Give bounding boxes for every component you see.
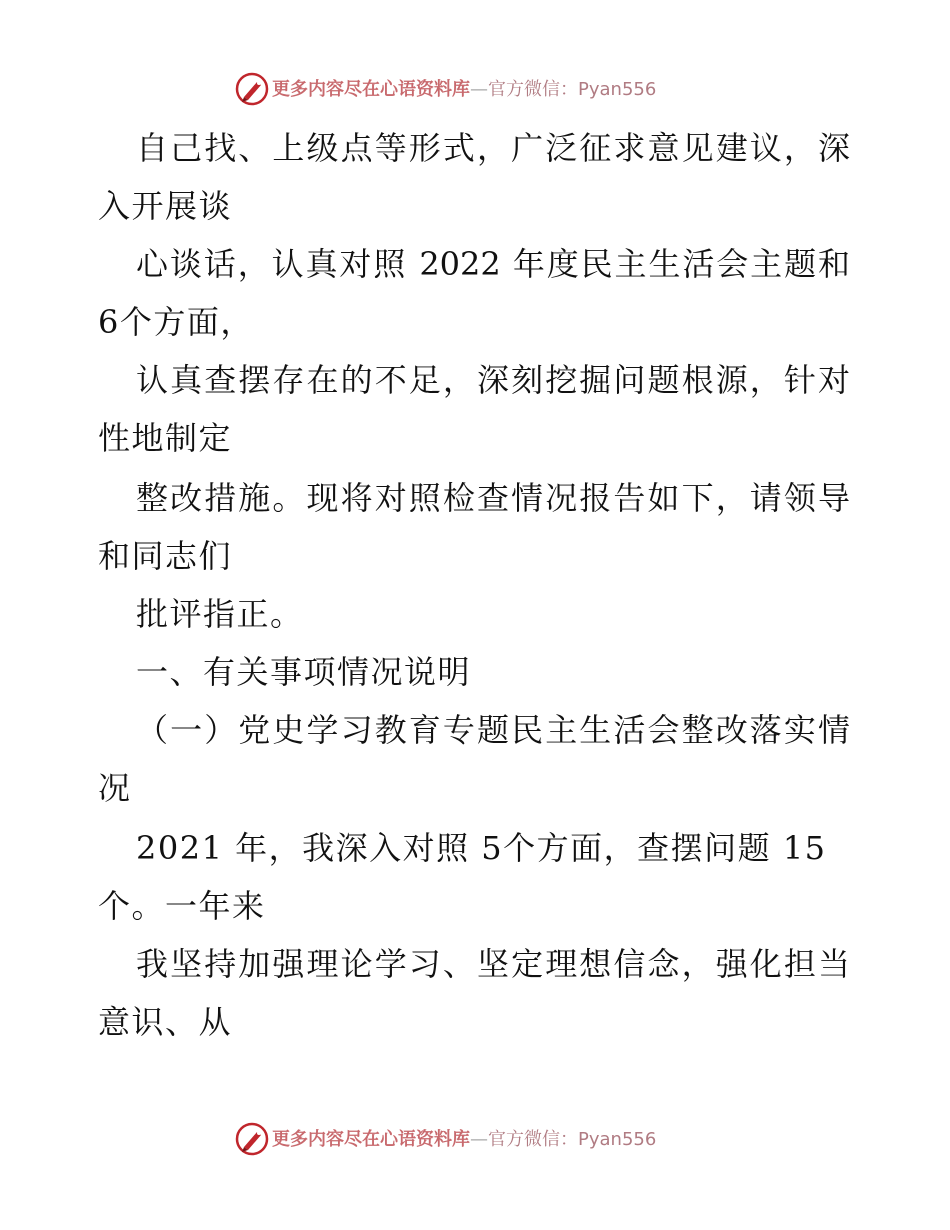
- pen-logo-icon: [235, 1122, 269, 1156]
- body-line: 和同志们: [98, 537, 233, 575]
- pen-logo-icon: [235, 72, 269, 106]
- body-line: 性地制定: [98, 419, 233, 457]
- watermark-dash: —: [470, 79, 488, 100]
- body-line: 心谈话，认真对照 2022 年度民主生活会主题和: [136, 245, 850, 283]
- watermark-contact: 官方微信：Pyan556: [488, 1129, 657, 1150]
- watermark-text: [272, 78, 656, 102]
- body-line: 认真查摆存在的不足，深刻挖掘问题根源，针对: [136, 361, 850, 399]
- body-line: 自己找、上级点等形式，广泛征求意见建议，深: [136, 129, 850, 167]
- body-line: 2021 年，我深入对照 5个方面，查摆问题 15: [136, 829, 827, 867]
- body-line: 况: [98, 769, 132, 807]
- body-line: 整改措施。现将对照检查情况报告如下，请领导: [136, 479, 850, 517]
- body-line: 个。一年来: [98, 887, 266, 925]
- section-heading: 一、有关事项情况说明: [136, 653, 472, 691]
- watermark-main: 更多内容尽在心语资料库: [272, 79, 470, 100]
- header-watermark: [0, 70, 950, 114]
- subsection-heading: （一）党史学习教育专题民主生活会整改落实情: [136, 711, 850, 749]
- watermark-text: [272, 1128, 656, 1152]
- watermark-contact: 官方微信：Pyan556: [488, 79, 657, 100]
- body-line: 入开展谈: [98, 187, 233, 225]
- footer-watermark: [0, 1120, 950, 1164]
- body-line: 意识、从: [98, 1003, 233, 1041]
- body-line: 6个方面，: [98, 303, 254, 341]
- watermark-dash: —: [470, 1129, 488, 1150]
- watermark-main: 更多内容尽在心语资料库: [272, 1129, 470, 1150]
- body-line: 批评指正。: [136, 595, 304, 633]
- body-line: 我坚持加强理论学习、坚定理想信念，强化担当: [136, 945, 850, 983]
